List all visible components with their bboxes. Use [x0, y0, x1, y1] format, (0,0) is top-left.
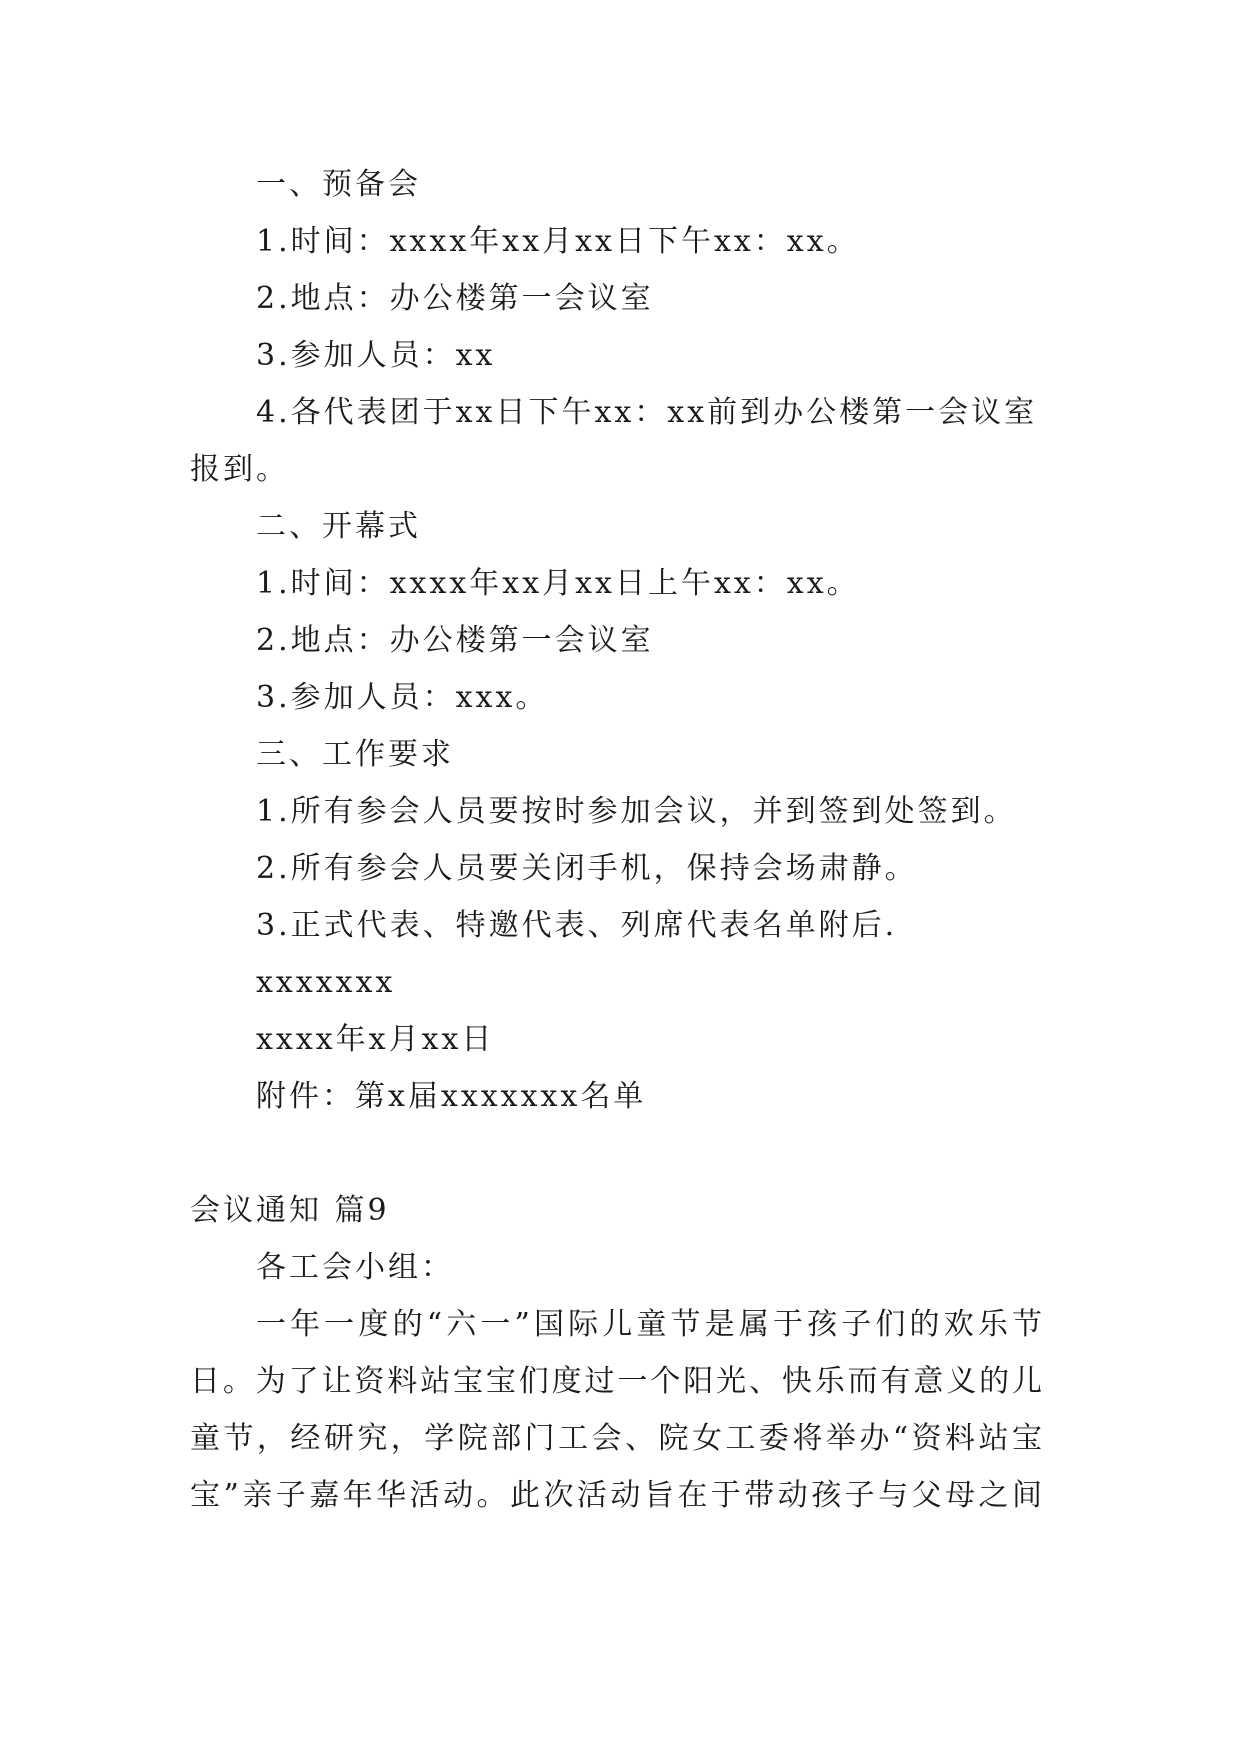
requirement-2: 2.所有参会人员要关闭手机，保持会场肃静。 [256, 851, 918, 886]
preparatory-registration-continued: 报到。 [190, 452, 289, 487]
preparatory-registration: 4.各代表团于xx日下午xx：xx前到办公楼第一会议室 [256, 395, 1038, 430]
body-paragraph-line-3: 童节，经研究，学院部门工会、院女工委将举办“资料站宝 [190, 1421, 1042, 1456]
requirement-3: 3.正式代表、特邀代表、列席代表名单附后. [256, 908, 898, 943]
signature-organization: xxxxxxx [256, 965, 396, 1000]
body-paragraph-line-4: 宝”亲子嘉年华活动。此次活动旨在于带动孩子与父母之间 [190, 1478, 1042, 1513]
body-paragraph-line-1: 一年一度的“六一”国际儿童节是属于孩子们的欢乐节 [256, 1307, 1042, 1342]
requirement-1: 1.所有参会人员要按时参加会议，并到签到处签到。 [256, 794, 1017, 829]
signature-date: xxxx年x月xx日 [256, 1022, 495, 1057]
notice-title: 会议通知 篇9 [190, 1193, 390, 1228]
section-heading-opening: 二、开幕式 [256, 509, 421, 544]
preparatory-attendees: 3.参加人员：xx [256, 338, 496, 373]
preparatory-time: 1.时间：xxxx年xx月xx日下午xx：xx。 [256, 224, 860, 259]
section-heading-preparatory-meeting: 一、预备会 [256, 167, 421, 202]
opening-location: 2.地点：办公楼第一会议室 [256, 623, 654, 658]
opening-attendees: 3.参加人员：xxx。 [256, 680, 549, 715]
body-paragraph-line-2: 日。为了让资料站宝宝们度过一个阳光、快乐而有意义的儿 [190, 1364, 1042, 1399]
section-heading-requirements: 三、工作要求 [256, 737, 454, 772]
salutation: 各工会小组： [256, 1250, 454, 1285]
attachment-note: 附件：第x届xxxxxxx名单 [256, 1079, 647, 1114]
opening-time: 1.时间：xxxx年xx月xx日上午xx：xx。 [256, 566, 860, 601]
preparatory-location: 2.地点：办公楼第一会议室 [256, 281, 654, 316]
